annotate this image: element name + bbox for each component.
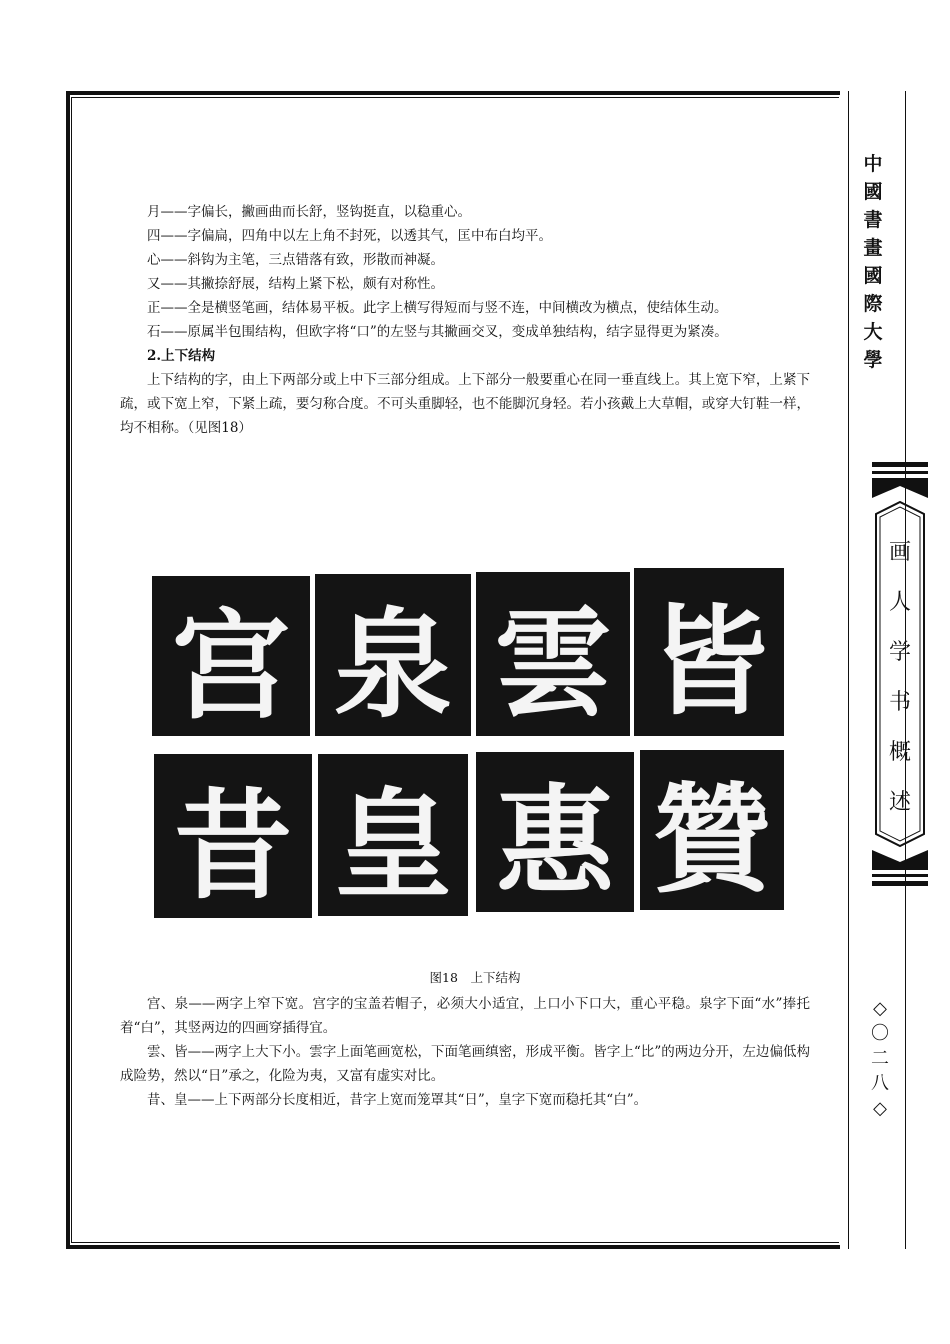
chapter-title xyxy=(872,528,928,828)
body-text-bottom xyxy=(120,992,810,1112)
diamond-icon: ◇ xyxy=(873,998,887,1019)
title-char: 畫 xyxy=(863,237,883,259)
paragraph: 正——全是横竖笔画，结体易平板。此字上横写得短而与竖不连，中间横改为横点，使结体生动。 xyxy=(147,300,728,316)
chapter-char: 述 xyxy=(888,790,911,815)
title-char: 國 xyxy=(863,181,883,203)
char-cell: 惠 xyxy=(476,752,634,912)
paragraph: 心——斜钩为主笔，三点错落有致，形散而神凝。 xyxy=(147,252,444,268)
paragraph: 石——原属半包围结构，但欧字将“口”的左竖与其撇画交叉，变成单独结构，结字显得更为紧凑。 xyxy=(147,324,728,340)
char-cell: 宫 xyxy=(152,576,310,736)
title-char: 學 xyxy=(863,349,883,371)
sidebar-divider xyxy=(848,91,849,1249)
paragraph: 又——其撇捺舒展，结构上紧下松，颇有对称性。 xyxy=(147,276,444,292)
calligraphy-figure xyxy=(152,568,784,920)
title-char: 國 xyxy=(863,265,883,287)
page-digit: 〇 xyxy=(871,1023,889,1044)
title-char: 際 xyxy=(863,293,883,315)
page-number xyxy=(866,996,894,1121)
series-title xyxy=(860,150,886,374)
title-char: 書 xyxy=(863,209,883,231)
paragraph: 上下结构的字，由上下两部分或上中下三部分组成。上下部分一般要重心在同一垂直线上。其上宽下窄，上紧下疏，或下宽上窄，下紧上疏，要匀称合度。不可头重脚轻，也不能脚沉身轻。若小孩戴上大草帽，或穿大钉鞋一样，均不相称。（见图18） xyxy=(120,372,810,436)
char-cell: 雲 xyxy=(476,572,630,736)
title-char: 中 xyxy=(863,153,883,175)
chapter-char: 学 xyxy=(888,640,911,665)
char-cell: 昔 xyxy=(154,754,312,918)
paragraph: 四——字偏扁，四角中以左上角不封死，以透其气，匡中布白均平。 xyxy=(147,228,552,244)
char-cell: 泉 xyxy=(315,574,471,736)
chapter-char: 画 xyxy=(888,540,911,565)
page-digit: 二 xyxy=(871,1048,889,1069)
diamond-icon: ◇ xyxy=(873,1098,887,1119)
page-digit: 八 xyxy=(871,1073,889,1094)
paragraph: 雲、皆——两字上大下小。雲字上面笔画宽松，下面笔画缜密，形成平衡。皆字上“比”的两边分开，左边偏低构成险势，然以“日”承之，化险为夷，又富有虚实对比。 xyxy=(120,1044,810,1084)
char-cell: 皆 xyxy=(634,568,784,736)
paragraph: 昔、皇——上下两部分长度相近，昔字上宽而笼罩其“日”，皇字下宽而稳托其“白”。 xyxy=(147,1092,648,1108)
paragraph: 宫、泉——两字上窄下宽。宫字的宝盖若帽子，必须大小适宜，上口小下口大，重心平稳。泉字下面“水”捧托着“白”，其竖两边的四画穿插得宜。 xyxy=(120,996,810,1036)
chapter-char: 书 xyxy=(888,690,911,715)
figure-caption: 图18 上下结构 xyxy=(429,970,521,985)
paragraph: 月——字偏长，撇画曲而长舒，竖钩挺直，以稳重心。 xyxy=(147,204,471,220)
chapter-char: 人 xyxy=(888,590,911,615)
body-text-top xyxy=(120,200,810,440)
char-cell: 皇 xyxy=(318,754,468,916)
section-heading: 2.上下结构 xyxy=(147,348,216,364)
title-char: 大 xyxy=(863,321,883,343)
char-cell: 贊 xyxy=(640,750,784,910)
chapter-char: 概 xyxy=(888,740,911,765)
